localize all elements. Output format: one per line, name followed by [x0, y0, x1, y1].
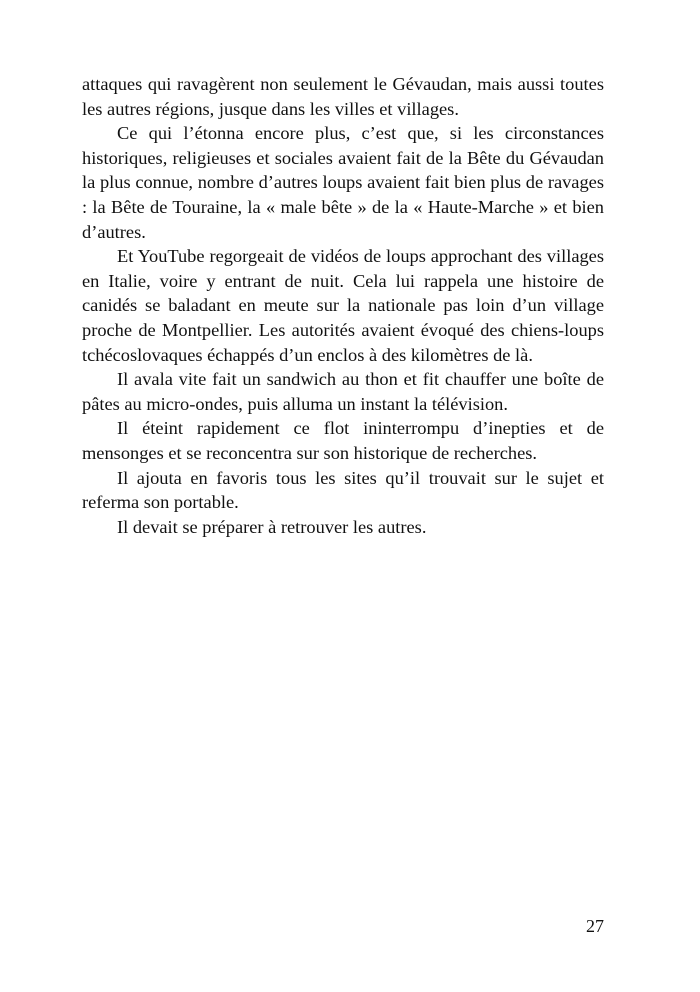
- paragraph-youtube-wolves: Et YouTube regorgeait de vidéos de loups approchant des villages en Italie, voire y entrant de nuit. Cela lui rappela une histoire de canidés se baladant en meute sur la nationale pas loin d’un village proche de Montpellier. Les autorités avaient évoqué des chiens-loups tchécoslovaques échappés d’un enclos à des kilomètres de là.: [82, 246, 604, 365]
- body-text: [82, 72, 604, 539]
- paragraph-television: Il éteint rapidement ce flot ininterrompu d’inepties et de mensonges et se reconcentra sur son historique de recherches.: [82, 418, 604, 463]
- paragraph-gevaudan-notoriety: Ce qui l’étonna encore plus, c’est que, si les circonstances historiques, religieuses et sociales avaient fait de la Bête du Gévaudan la plus connue, nombre d’autres loups avaient fait bien plus de ravages : la Bête de Touraine, la « male bête » de la « Haute-Marche » et bien d’autres.: [82, 123, 604, 242]
- paragraph-favorites: Il ajouta en favoris tous les sites qu’il trouvait sur le sujet et referma son portable.: [82, 467, 604, 513]
- paragraph-prepare: Il devait se préparer à retrouver les autres.: [117, 516, 427, 537]
- page-number: 27: [586, 916, 604, 936]
- paragraph-sandwich: Il avala vite fait un sandwich au thon et fit chauffer une boîte de pâtes au micro-ondes, puis alluma un instant la télévision.: [82, 369, 604, 414]
- paragraph-continuation: attaques qui ravagèrent non seulement le Gévaudan, mais aussi toutes les autres régions, jusque dans les villes et villages.: [82, 74, 604, 119]
